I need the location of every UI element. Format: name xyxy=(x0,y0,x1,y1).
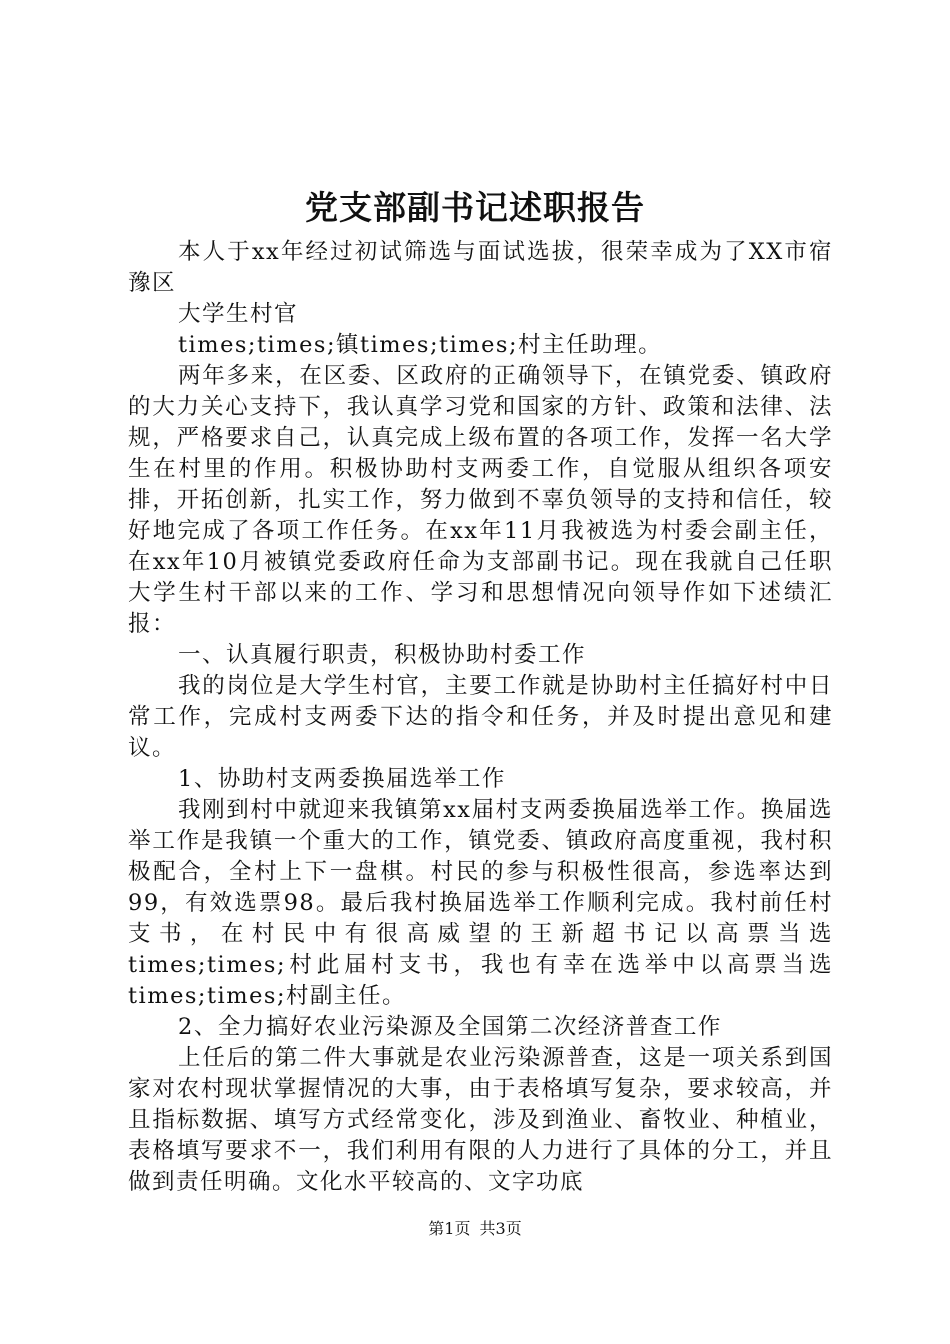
body-paragraph: 我的岗位是大学生村官，主要工作就是协助村主任搞好村中日常工作，完成村支两委下达的指令和任务，并及时提出意见和建议。 xyxy=(128,673,833,761)
body-paragraph: 大学生村官 xyxy=(178,301,299,327)
body-paragraph: times;times;镇times;times;村主任助理。 xyxy=(178,332,663,358)
body-paragraph: 上任后的第二件大事就是农业污染源普查，这是一项关系到国家对农村现状掌握情况的大事，由于表格填写复杂，要求较高，并且指标数据、填写方式经常变化，涉及到渔业、畜牧业、种植业，表格填写要求不一，我们利用有限的人力进行了具体的分工，并且做到责任明确。文化水平较高的、文字功底 xyxy=(128,1045,833,1195)
page-total: 共3页 xyxy=(479,1219,522,1238)
body-paragraph: 两年多来，在区委、区政府的正确领导下，在镇党委、镇政府的大力关心支持下，我认真学习党和国家的方针、政策和法律、法规，严格要求自己，认真完成上级布置的各项工作，发挥一名大学生在村里的作用。积极协助村支两委工作，自觉服从组织各项安排，开拓创新，扎实工作，努力做到不辜负领导的支持和信任，较好地完成了各项工作任务。在xx年11月我被选为村委会副主任，在xx年10月被镇党委政府任命为支部副书记。现在我就自己任职大学生村干部以来的工作、学习和思想情况向领导作如下述绩汇报： xyxy=(128,363,833,637)
page-number: 第1页 xyxy=(428,1219,471,1238)
document-body xyxy=(128,237,833,1198)
subsection-heading: 1、协助村支两委换届选举工作 xyxy=(178,766,506,792)
section-heading: 一、认真履行职责，积极协助村委工作 xyxy=(178,642,587,668)
body-paragraph: 本人于xx年经过初试筛选与面试选拔，很荣幸成为了XX市宿豫区 xyxy=(128,239,833,296)
body-paragraph: 我刚到村中就迎来我镇第xx届村支两委换届选举工作。换届选举工作是我镇一个重大的工作，镇党委、镇政府高度重视，我村积极配合，全村上下一盘棋。村民的参与积极性很高，参选率达到99，有效选票98。最后我村换届选举工作顺利完成。我村前任村支书，在村民中有很高威望的王新超书记以高票当选times;times;村此届村支书，我也有幸在选举中以高票当选times;times;村副主任。 xyxy=(128,797,833,1009)
page-footer xyxy=(0,1218,950,1240)
subsection-heading: 2、全力搞好农业污染源及全国第二次经济普查工作 xyxy=(178,1014,722,1040)
document-title: 党支部副书记述职报告 xyxy=(305,188,645,227)
